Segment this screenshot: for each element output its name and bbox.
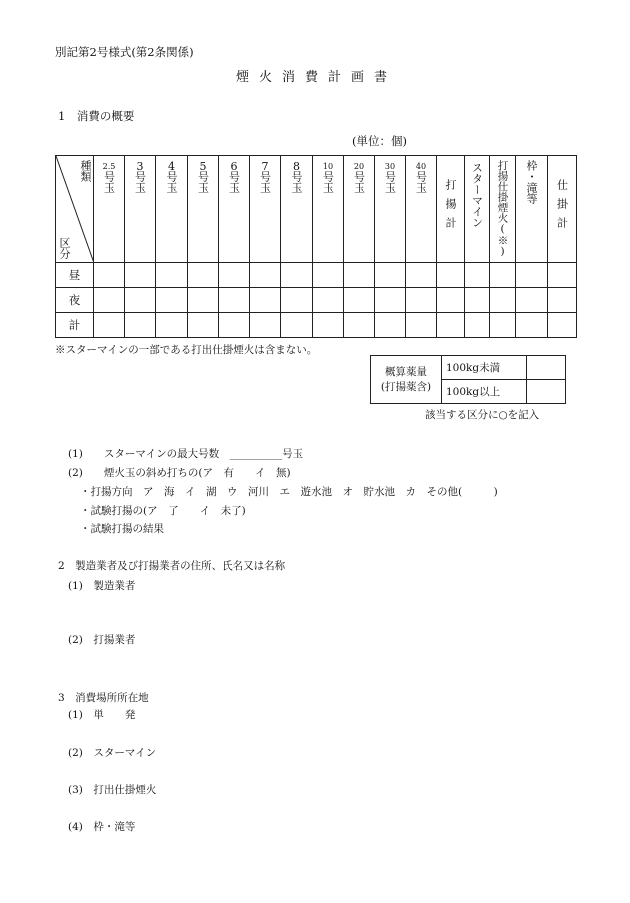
col-8-gou: 8 号玉 <box>281 156 313 263</box>
section2-launcher: (2) 打揚業者 <box>68 634 136 646</box>
section3-uchide: (3) 打出仕掛煙火 <box>68 784 157 796</box>
col-waku-taki: 枠・滝等 <box>516 156 548 263</box>
item-diagonal-launch: (2) 煙火玉の斜め打ちの(ア 有 イ 無) <box>68 467 291 479</box>
corner-cell <box>56 156 94 263</box>
section2-manufacturer: (1) 製造業者 <box>68 580 136 592</box>
option-under-100kg: 100kg未満 <box>442 356 527 380</box>
section3-heading: 3 消費場所所在地 <box>58 692 149 704</box>
section3-single: (1) 単 発 <box>68 709 136 721</box>
col-4-gou: 4 号玉 <box>156 156 188 263</box>
col-uchiage-total: 打揚計 <box>437 156 465 263</box>
col-40-gou: 40 号玉 <box>406 156 437 263</box>
col-uchiage-shikake: 打揚仕掛煙火(※) <box>490 156 516 263</box>
mark-cell-over-100kg[interactable] <box>527 380 566 404</box>
section3-waku-taki: (4) 枠・滝等 <box>68 821 136 833</box>
section1-heading: 1 消費の概要 <box>58 109 135 123</box>
amount-instruction: 該当する区分に○を記入 <box>425 409 540 421</box>
consumption-table <box>55 155 577 338</box>
unit-label: (単位：個) <box>352 134 407 148</box>
item-test-launch: ・試験打揚の(ア 了 イ 未了) <box>80 505 246 517</box>
col-10-gou: 10 号玉 <box>313 156 344 263</box>
table-row <box>56 313 577 338</box>
mark-cell-under-100kg[interactable] <box>527 356 566 380</box>
item-starmine-max: (1) スターマインの最大号数 __________号玉 <box>68 448 304 460</box>
col-shikake-total: 仕掛計 <box>548 156 577 263</box>
table-row <box>56 288 577 313</box>
amount-label: 概算薬量 (打揚薬含) <box>371 356 442 404</box>
col-6-gou: 6 号玉 <box>219 156 250 263</box>
item-launch-direction: ・打揚方向 ア 海 イ 湖 ウ 河川 エ 遊水池 オ 貯水池 カ その他( ) <box>80 486 498 498</box>
option-over-100kg: 100kg以上 <box>442 380 527 404</box>
col-5-gou: 5 号玉 <box>188 156 219 263</box>
corner-bottom-label: 区分 <box>58 237 71 259</box>
corner-top-label: 種類 <box>79 160 92 182</box>
col-30-gou: 30 号玉 <box>375 156 406 263</box>
table-note: ※スターマインの一部である打出仕掛煙火は含まない。 <box>55 344 318 356</box>
form-reference: 別記第2号様式(第2条関係) <box>55 45 194 59</box>
col-20-gou: 20 号玉 <box>344 156 375 263</box>
row-label-total: 計 <box>56 313 94 338</box>
page-title: 煙火消費計画書 <box>236 70 398 85</box>
col-2-5-gou: 2.5 号玉 <box>94 156 125 263</box>
table-row <box>56 263 577 288</box>
section3-starmine: (2) スターマイン <box>68 747 157 759</box>
col-7-gou: 7 号玉 <box>250 156 281 263</box>
section2-heading: 2 製造業者及び打揚業者の住所、氏名又は名称 <box>58 560 286 572</box>
amount-table <box>370 355 566 404</box>
row-label-night: 夜 <box>56 288 94 313</box>
item-test-result: ・試験打揚の結果 <box>80 523 164 535</box>
col-3-gou: 3 号玉 <box>125 156 156 263</box>
col-starmine: スターマイン <box>465 156 490 263</box>
row-label-day: 昼 <box>56 263 94 288</box>
